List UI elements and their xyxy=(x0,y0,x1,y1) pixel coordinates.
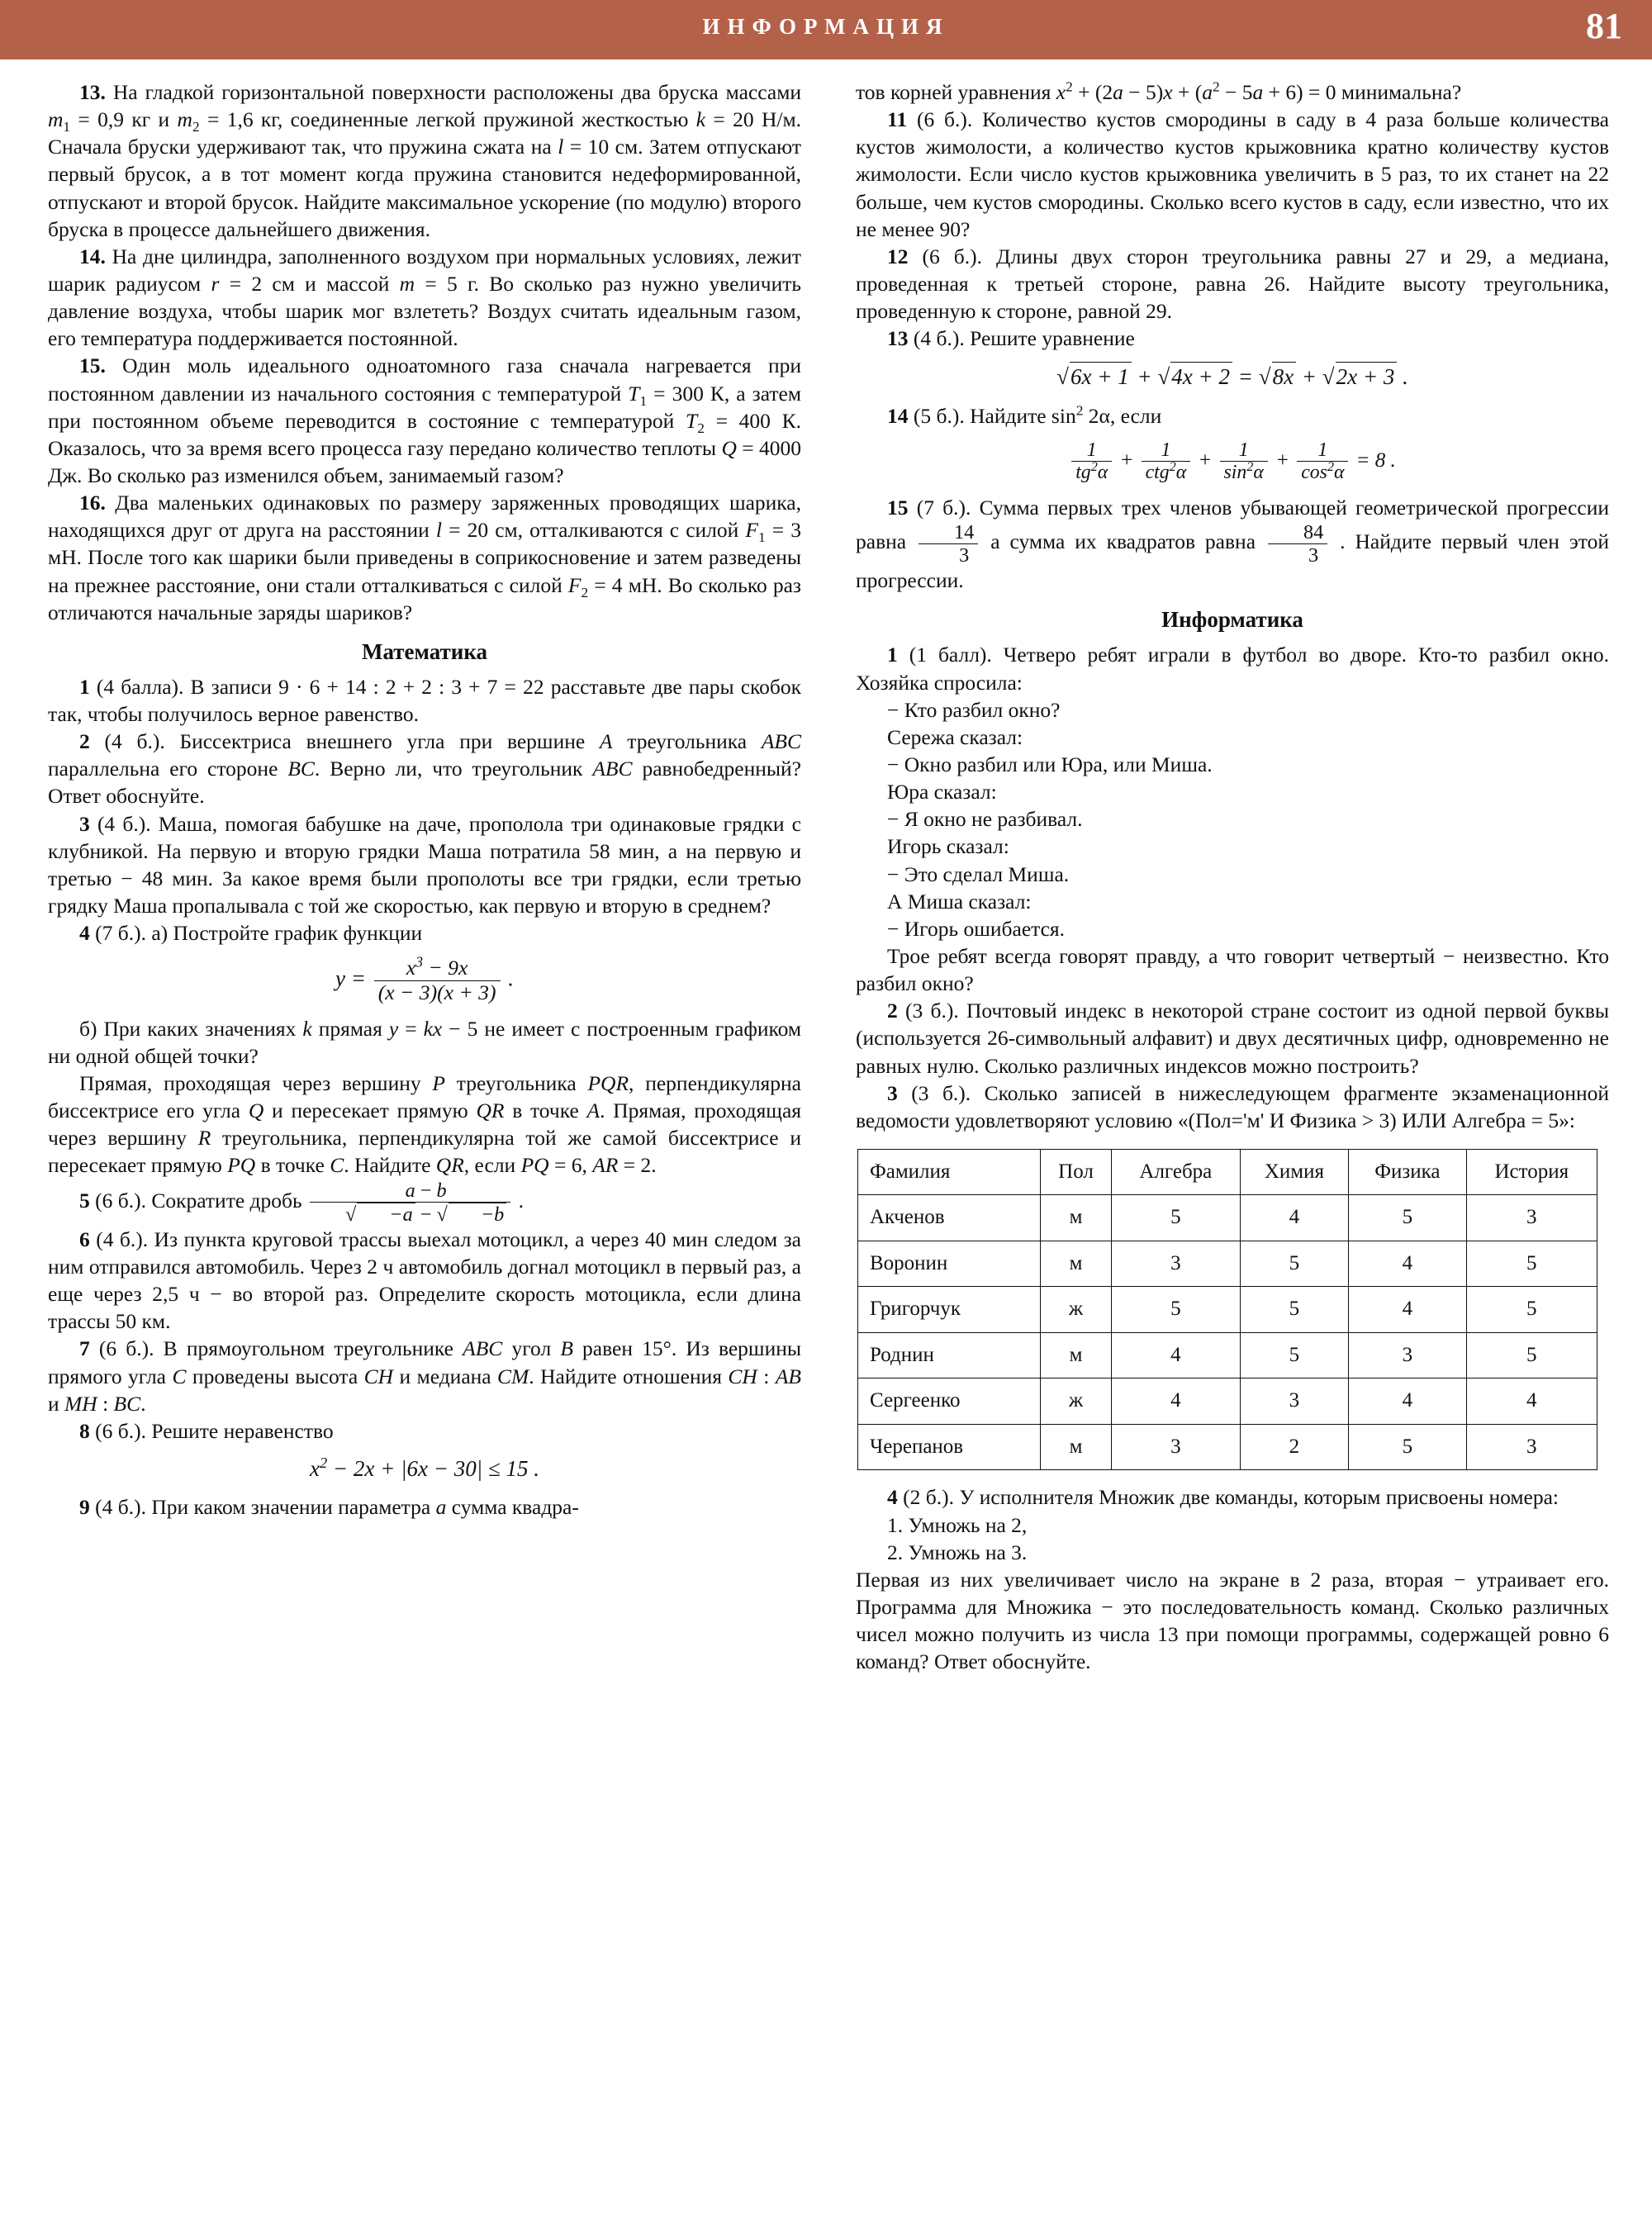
dialog-line-4: Юра сказал: xyxy=(887,780,997,804)
dialog-line-10: Трое ребят всегда говорят правду, а что говорит четвертый − неизвестно. Кто разбил окно? xyxy=(856,944,1609,996)
problem-16-number: 16. xyxy=(79,491,106,515)
math-problem-8-points: (6 б.). xyxy=(98,1336,154,1361)
dialog-line-8: А Миша сказал: xyxy=(887,889,1032,913)
math-problem-5 xyxy=(48,1070,801,1179)
inf-problem-1-number: 1 xyxy=(887,643,898,667)
math-problem-3-number: 3 xyxy=(79,811,90,836)
cell-algebra: 4 xyxy=(1111,1378,1240,1425)
section-title-informatics: Информатика xyxy=(1161,607,1303,633)
math-problem-10-number: 9 xyxy=(79,1495,90,1520)
inf-problem-1-points: (1 балл). xyxy=(909,643,992,667)
table-row xyxy=(858,1378,1597,1425)
dialog-line-3: − Окно разбил или Юра, или Миша. xyxy=(887,752,1213,777)
cell-gender: ж xyxy=(1041,1378,1112,1425)
math-problem-14-points: (5 б.). xyxy=(913,403,965,428)
math-problem-4-text: а) Постройте график функции xyxy=(145,921,423,946)
math-problem-4-number: 4 xyxy=(79,921,90,946)
dialog-line-6: Игорь сказал: xyxy=(887,834,1009,859)
cell-physics: 4 xyxy=(1349,1378,1466,1425)
math-problem-1-text: В записи 9 · 6 + 14 : 2 + 2 : 3 + 7 = 22 расставьте две пары скобок так, чтобы получилось верное равенство. xyxy=(48,674,802,727)
problem-14 xyxy=(48,243,801,353)
math-problem-7 xyxy=(48,1226,801,1336)
inf-problem-4-number: 4 xyxy=(887,1485,898,1510)
cell-gender: ж xyxy=(1041,1287,1112,1333)
problem-14-number: 14. xyxy=(79,244,106,268)
inf-problem-3-points: (3 б.). xyxy=(911,1080,971,1105)
math-problem-13-number: 13 xyxy=(887,326,909,351)
inf-problem-4-text: У исполнителя Множик две команды, которым присвоены номера: xyxy=(953,1485,1559,1510)
math-problem-4b-text: б) При каких значениях k прямая y = kx − 5 не имеет с построенным графиком ни одной общей точки? xyxy=(48,1016,801,1068)
problem-16-text: Два маленьких одинаковых по размеру заряженных проводящих шарика, находящихся друг от друга на расстоянии l = 20 см, отталкиваются с силой $F_1 = 3$ мН. После того как шарики были приведены в соприкосновение и затем разведены на прежнее расстояние, они стали отталкиваться с силой $F_2 = 4$ мН. Во сколько раз отличаются начальные заряды шариков? xyxy=(48,491,801,624)
dialog-line-1: − Кто разбил окно? xyxy=(887,697,1061,722)
cell-gender: м xyxy=(1041,1195,1112,1241)
math-problem-8-number: 7 xyxy=(79,1336,90,1361)
cell-algebra: 5 xyxy=(1111,1287,1240,1333)
column-header-gender: Пол xyxy=(1041,1149,1112,1195)
cell-algebra: 3 xyxy=(1111,1424,1240,1470)
cell-physics: 5 xyxy=(1349,1424,1466,1470)
cell-chemistry: 5 xyxy=(1240,1332,1348,1378)
math-problem-2-number: 2 xyxy=(79,729,90,754)
math-problem-1-points: (4 балла). xyxy=(96,674,184,699)
header-title: ИНФОРМАЦИЯ xyxy=(702,14,950,39)
cell-gender: м xyxy=(1041,1241,1112,1287)
math-problem-3-points: (4 б.). xyxy=(97,811,151,836)
cell-gender: м xyxy=(1041,1424,1112,1470)
inf-problem-4 xyxy=(856,1483,1609,1511)
math-problem-10-points: (4 б.). xyxy=(95,1495,146,1520)
inf-problem-2-text: Почтовый индекс в некоторой стране состоит из одной первой буквы (используется 26-символьный алфавит) и двух десятичных цифр, одновременно не равных нулю. Сколько различных индексов можно построить? xyxy=(856,999,1609,1078)
formula-problem-14: $\frac{1}{tg^2\alpha}$ + $\frac{1}{ctg^2\alpha}$ + $\frac{1}{\sin^2\alpha}$ + $\frac{1}{\cos^2\alpha}$ = 8 . xyxy=(856,439,1609,484)
table-header-row xyxy=(858,1149,1597,1195)
math-problem-13 xyxy=(856,325,1609,352)
math-problem-6-text: Сократите дробь xyxy=(145,1188,302,1212)
cell-surname: Сергеенко xyxy=(858,1378,1041,1425)
table-row xyxy=(858,1195,1597,1241)
math-problem-4b xyxy=(48,1015,801,1070)
column-header-surname: Фамилия xyxy=(858,1149,1041,1195)
inf-problem-3-text: Сколько записей в нижеследующем фрагменте экзаменационной ведомости удовлетворяют условию «(Пол='м' И Физика > 3) ИЛИ Алгебра = 5»: xyxy=(856,1080,1610,1132)
table-row xyxy=(858,1287,1597,1333)
math-problem-12-text: Длины двух сторон треугольника равны 27 и 29, а медиана, проведенная к третьей стороне, равна 26. Найдите высоту треугольника, проведенную к стороне, равной 29. xyxy=(856,244,1609,324)
math-problem-6: 5 (6 б.). Сократите дробь $\frac{a - b}{√ -a - √ -b}$ . xyxy=(79,1179,525,1226)
math-problem-9-points: (6 б.). xyxy=(95,1418,146,1443)
problem-10-continuation xyxy=(856,78,1609,106)
inf-problem-3 xyxy=(856,1080,1609,1134)
dialog-line-7: − Это сделал Миша. xyxy=(887,861,1070,886)
two-column-body xyxy=(48,78,1609,2193)
math-problem-14-number: 14 xyxy=(887,403,909,428)
cell-history: 3 xyxy=(1466,1195,1597,1241)
column-header-chemistry: Химия xyxy=(1240,1149,1348,1195)
math-problem-3 xyxy=(48,810,801,920)
math-problem-7-number: 6 xyxy=(79,1227,90,1251)
math-problem-12 xyxy=(856,243,1609,325)
problem-13-number: 13. xyxy=(79,80,106,104)
problem-14-text: На дне цилиндра, заполненного воздухом при нормальных условиях, лежит шарик радиусом r = 2 см и массой m = 5 г. Во сколько раз нужно увеличить давление воздуха, чтобы шарик мог взлететь? Воздух считать идеальным газом, его температура поддерживается постоянной. xyxy=(48,244,801,351)
command-line-2: 2. Умножь на 3. xyxy=(887,1540,1028,1564)
inf-problem-1-text: Четверо ребят играли в футбол во дворе. Кто-то разбил окно. Хозяйка спросила: xyxy=(856,643,1610,695)
dialog-line-2: Сережа сказал: xyxy=(887,724,1023,749)
math-problem-14 xyxy=(856,402,1609,429)
problem-16 xyxy=(48,489,801,626)
math-problem-13-points: (4 б.). xyxy=(913,326,965,351)
math-problem-11-points: (6 б.). xyxy=(916,107,973,132)
math-problem-4-points: (7 б.). xyxy=(95,921,146,946)
math-problem-13-text: Решите уравнение xyxy=(964,326,1135,351)
math-problem-7-points: (4 б.). xyxy=(96,1227,149,1251)
math-problem-2-points: (4 б.). xyxy=(104,729,165,754)
math-problem-9-number: 8 xyxy=(79,1418,90,1443)
math-problem-14-text: Найдите $\sin^2 2\alpha$, если xyxy=(964,402,1162,428)
math-problem-3-text: Маша, помогая бабушке на даче, прополола три одинаковые грядки с клубникой. На первую и вторую грядки Маша потратила 58 мин, а на первую и третью − 48 мин. За какое время были прополоты все три грядки, если третью грядку Маша пропалывала с той же скоростью, как первую и вторую в среднем? xyxy=(48,811,802,918)
cell-gender: м xyxy=(1041,1332,1112,1378)
cell-history: 3 xyxy=(1466,1424,1597,1470)
math-problem-2-text: Биссектриса внешнего угла при вершине A треугольника ABC параллельна его стороне BC. Верно ли, что треугольник ABC равнобедренный? Ответ обоснуйте. xyxy=(48,729,802,809)
math-problem-11-number: 11 xyxy=(887,107,908,132)
math-problem-6-number: 5 xyxy=(79,1188,90,1212)
inf-problem-2 xyxy=(856,997,1609,1079)
problem-13 xyxy=(48,78,801,243)
column-header-algebra: Алгебра xyxy=(1111,1149,1240,1195)
math-problem-4 xyxy=(48,919,801,947)
math-problem-12-number: 12 xyxy=(887,244,909,268)
inf-problem-4-points: (2 б.). xyxy=(903,1485,954,1510)
problem-15 xyxy=(48,352,801,489)
cell-chemistry: 5 xyxy=(1240,1287,1348,1333)
inf-problem-2-points: (3 б.). xyxy=(905,999,959,1023)
inf-problem-2-number: 2 xyxy=(887,999,898,1023)
math-problem-11-text: Количество кустов смородины в саду в 4 раза больше количества кустов жимолости, а количество кустов крыжовника кратно количеству кустов жимолости. Если число кустов крыжовника увеличить в 5 раз, то их станет на 22 больше, чем кустов смородины. Сколько всего кустов в саду, если известно, что их не менее 90? xyxy=(856,107,1609,241)
right-column xyxy=(856,78,1609,1675)
cell-algebra: 3 xyxy=(1111,1241,1240,1287)
cell-surname: Акченов xyxy=(858,1195,1041,1241)
section-title-math: Математика xyxy=(361,638,487,664)
cell-surname: Воронин xyxy=(858,1241,1041,1287)
math-problem-9-text: Решите неравенство xyxy=(145,1418,334,1443)
column-header-physics: Физика xyxy=(1349,1149,1466,1195)
inf-problem-1 xyxy=(856,641,1609,695)
math-problem-7-text: Из пункта круговой трассы выехал мотоцикл, а через 40 мин следом за ним отправился автомобиль. Через 2 ч автомобиль догнал мотоцикл в первый раз, а еще через 2,5 ч − во второй раз. Определите скорость мотоцикла, если длина трассы 50 км. xyxy=(48,1227,802,1334)
math-problem-6-points: (6 б.). xyxy=(95,1188,146,1212)
math-problem-15-points: (7 б.). xyxy=(916,495,971,520)
cell-history: 5 xyxy=(1466,1241,1597,1287)
inf-problem-3-number: 3 xyxy=(887,1080,898,1105)
command-line-1: 1. Умножь на 2, xyxy=(887,1512,1028,1537)
math-problem-5-text: Прямая, проходящая через вершину P треугольника PQR, перпендикулярна биссектрисе его угла Q и пересекает прямую QR в точке A. Прямая, проходящая через вершину R треугольника, перпендикулярна той же самой биссектрисе и пересекает прямую PQ в точке C. Найдите QR, если PQ = 6, AR = 2. xyxy=(48,1071,801,1178)
cell-chemistry: 2 xyxy=(1240,1424,1348,1470)
dialog-line-5: − Я окно не разбивал. xyxy=(887,807,1083,832)
math-problem-1 xyxy=(48,673,801,728)
page-header-bar xyxy=(0,0,1652,59)
formula-problem-9: $x^2 - 2x + |6x - 30| \le 15$ . xyxy=(310,1454,539,1481)
cell-physics: 5 xyxy=(1349,1195,1466,1241)
cell-history: 5 xyxy=(1466,1332,1597,1378)
cell-physics: 4 xyxy=(1349,1241,1466,1287)
cell-chemistry: 3 xyxy=(1240,1378,1348,1425)
page-number: 81 xyxy=(1586,6,1622,46)
column-header-history: История xyxy=(1466,1149,1597,1195)
math-problem-11 xyxy=(856,106,1609,243)
math-problem-8 xyxy=(48,1335,801,1416)
cell-surname: Черепанов xyxy=(858,1424,1041,1470)
left-column xyxy=(48,78,801,1521)
cell-surname: Григорчук xyxy=(858,1287,1041,1333)
math-problem-15-text: Сумма первых трех членов убывающей геометрической прогрессии равна $\frac{14}{3}$ а сумма их квадратов равна $\frac{84}{3}$ . Найдите первый член этой прогрессии. xyxy=(856,495,1609,593)
grades-table xyxy=(857,1149,1597,1471)
formula-problem-13: √6x + 1 + √4x + 2 = √8x + √2x + 3 . xyxy=(856,362,1609,391)
math-problem-10 xyxy=(48,1493,801,1521)
cell-history: 5 xyxy=(1466,1287,1597,1333)
table-row xyxy=(858,1424,1597,1470)
formula-problem-4a: y = $\frac{x^3 - 9x}{(x - 3)(x + 3)}$ . xyxy=(335,953,515,1005)
math-problem-15 xyxy=(856,494,1609,595)
problem-13-text: На гладкой горизонтальной поверхности расположены два бруска массами $m_1 = 0,9$ кг и $m_2 = 1,6$ кг, соединенные легкой пружиной жесткостью k = 20 Н/м. Сначала бруски удерживают так, что пружина сжата на l = 10 см. Затем отпускают первый брусок, а в тот момент когда пружина становится недеформированной, отпускают и второй брусок. Найдите максимальное ускорение (по модулю) второго бруска в процессе дальнейшего движения. xyxy=(48,80,801,241)
cell-chemistry: 4 xyxy=(1240,1195,1348,1241)
problem-15-text: Один моль идеального одноатомного газа сначала нагревается при постоянном давлении из начального состояния с температурой $T_1 = 300$ К, а затем при постоянном объеме переводится в состояние с температурой $T_2 = 400$ К. Оказалось, что за время всего процесса газу передано количество теплоты Q = 4000 Дж. Во сколько раз изменился объем, занимаемый газом? xyxy=(48,354,801,487)
math-problem-8-text: В прямоугольном треугольнике ABC угол B равен 15°. Из вершины прямого угла C проведены высота CH и медиана CM. Найдите отношения CH : AB и MH : BC. xyxy=(48,1336,801,1416)
table-row xyxy=(858,1332,1597,1378)
cell-surname: Роднин xyxy=(858,1332,1041,1378)
math-problem-2 xyxy=(48,728,801,809)
cell-physics: 4 xyxy=(1349,1287,1466,1333)
cell-chemistry: 5 xyxy=(1240,1241,1348,1287)
math-problem-12-points: (6 б.). xyxy=(922,244,983,268)
math-problem-1-number: 1 xyxy=(79,674,90,699)
cell-history: 4 xyxy=(1466,1378,1597,1425)
cell-algebra: 5 xyxy=(1111,1195,1240,1241)
inf-problem-4-tail: Первая из них увеличивает число на экране в 2 раза, вторая − утраивает его. Программа для Множика − это последовательность команд. Сколько различных чисел можно получить из числа 13 при помощи программы, содержащей ровно 6 команд? Ответ обоснуйте. xyxy=(856,1567,1609,1674)
dialog-line-9: − Игорь ошибается. xyxy=(887,916,1066,941)
cell-algebra: 4 xyxy=(1111,1332,1240,1378)
formula-problem-6: $\frac{a - b}{√ -a - √ -b}$ xyxy=(310,1179,510,1226)
math-problem-9 xyxy=(48,1417,801,1445)
problem-15-number: 15. xyxy=(79,354,106,378)
math-problem-10-text: При каком значении параметра a сумма квадра- xyxy=(145,1495,579,1520)
cell-physics: 3 xyxy=(1349,1332,1466,1378)
table-row xyxy=(858,1241,1597,1287)
math-problem-15-number: 15 xyxy=(887,495,909,520)
problem-10-continuation-text: тов корней уравнения $x^2 + (2a - 5)x + (a^2 - 5a + 6) = 0$ минимальна? xyxy=(856,78,1462,104)
